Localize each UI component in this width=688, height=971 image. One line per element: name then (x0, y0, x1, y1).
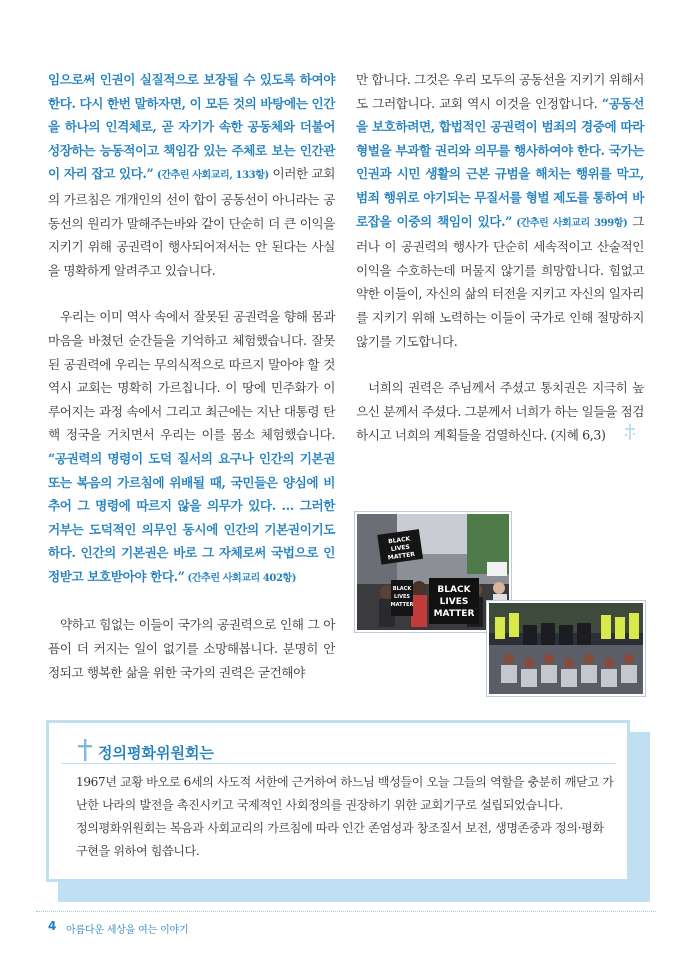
dove-icon (610, 423, 638, 449)
body-text: 만 합니다. 그것은 우리 모두의 공동선을 지키기 위해서도 그러합니다. 교회 역시 이것을 인정합니다. (356, 72, 644, 111)
body-text: 그러나 이 공권력의 행사가 단순히 세속적이고 산술적인 이익을 수호하는데 머물지 않기를 희망합니다. 힘없고 약한 이들이, 자신의 삶의 터전을 지키고 자신의 일자리를 지키기 위해 노력하는 이들이 국가로 인해 절망하지 않기를 기도합니다. (356, 213, 644, 349)
info-box-title-text: 정의평화위원회는 (98, 743, 214, 762)
footer-title: 아름다운 세상을 여는 이야기 (66, 925, 189, 936)
svg-text:MATTER: MATTER (390, 602, 414, 608)
quote-reference: (간추린 사회교리, 133항) (157, 170, 269, 182)
quote-reference: (간추린 사회교리 399항) (511, 217, 628, 229)
right-paragraph-1 (356, 68, 644, 353)
page-number: 4 (48, 919, 57, 933)
info-box-line-2: 정의평화위원회는 복음과 사회교리의 가르침에 따라 인간 존엄성과 창조질서 보전, 생명존중과 정의·평화 구현을 위하여 힘씁니다. (76, 821, 604, 858)
svg-text:LIVES: LIVES (439, 597, 469, 607)
quote-reference: (간추린 사회교리 402항) (184, 572, 297, 584)
footer-divider (36, 911, 656, 912)
svg-text:MATTER: MATTER (433, 609, 475, 619)
scripture-quote: 너희의 권력은 주님께서 주셨고 통치권은 지극히 높으신 분께서 주셨다. 그분께서 너희가 하는 일들을 점검하시고 너희의 계획들을 검열하신다. (지혜 6,3) (356, 380, 644, 443)
left-column (48, 68, 335, 684)
quote-text: 임으로써 인권이 실질적으로 보장될 수 있도록 하여야 한다. 다시 한번 말하자면, 이 모든 것의 바탕에는 인간을 하나의 인격체로, 곧 자기가 속한 공동체와 더불어 성장하는 능동적이고 책임감 있는 주체로 보는 인간관이 자리 잡고 있다.” (48, 72, 335, 182)
info-box-divider (62, 763, 616, 764)
svg-text:BLACK: BLACK (437, 585, 471, 595)
info-box-title (78, 739, 214, 765)
right-column (356, 68, 644, 449)
quote-text: “공권력의 명령이 도덕 질서의 요구나 인간의 기본권 또는 복음의 가르침에 위배될 때, 국민들은 양심에 비추어 그 명령에 따르지 않을 의무가 있다. … 그러한 거부는 도덕적인 의무인 동시에 인간의 기본권이기도 하다. 인간의 기본권은 바로 그 자체로써 국법으로 인정받고 보호받아야 한다.” (48, 450, 335, 584)
body-text: 우리는 이미 역사 속에서 잘못된 공권력을 향해 몸과 마음을 바쳤던 순간들을 기억하고 체험했습니다. 잘못된 공권력에 우리는 무의식적으로 따르지 말아야 할 것 역시 교회는 명확히 가르칩니다. 이 땅에 민주화가 이루어지는 과정 속에서 그리고 최근에는 지난 대통령 탄핵 정국을 거치면서 우리는 이를 몸소 체험했습니다. (48, 309, 335, 443)
sit-in-photo (487, 601, 645, 696)
info-box-body (76, 771, 616, 863)
quote-text: “공동선을 보호하려면, 합법적인 공권력이 범죄의 경중에 따라 형벌을 부과할 권리와 의무를 행사하여야 한다. 국가는 인권과 시민 생활의 근본 규범을 해치는 행위를 막고, 범죄 행위로 야기되는 무질서를 형벌 제도를 통하여 바로잡을 이중의 책임이 있다.” (356, 95, 644, 229)
sit-in-photo-art (489, 603, 643, 694)
svg-text:LIVES: LIVES (390, 543, 411, 554)
svg-text:MATTER: MATTER (387, 550, 416, 562)
left-paragraph-1 (48, 68, 335, 282)
cross-icon (78, 739, 92, 765)
svg-text:LIVES: LIVES (394, 594, 410, 600)
right-paragraph-2 (356, 376, 644, 449)
body-text: 이러한 교회의 가르침은 개개인의 선이 합이 공동선이 아니라는 공동선의 원리가 말해주는바와 같이 단순히 더 큰 이익을 지키기 위해 공권력이 행사되어져서는 안 된다는 사실을 명확하게 알려주고 있습니다. (48, 166, 335, 278)
info-box-line-1: 1967년 교황 바오로 6세의 사도적 서한에 근거하여 하느님 백성들이 오늘 그들의 역할을 충분히 깨닫고 가난한 나라의 발전을 촉진시키고 국제적인 사회정의를 권장하기 위한 교회기구로 설립되었습니다. (76, 775, 614, 812)
svg-text:BLACK: BLACK (392, 586, 412, 592)
left-paragraph-2 (48, 305, 335, 590)
sign-1-line: BLACK (387, 535, 411, 546)
left-paragraph-3: 약하고 힘없는 이들이 국가의 공권력으로 인해 그 아픔이 더 커지는 일이 없기를 소망해봅니다. 분명히 안정되고 행복한 삶을 위한 국가의 권력은 굳건해야 (48, 617, 335, 680)
